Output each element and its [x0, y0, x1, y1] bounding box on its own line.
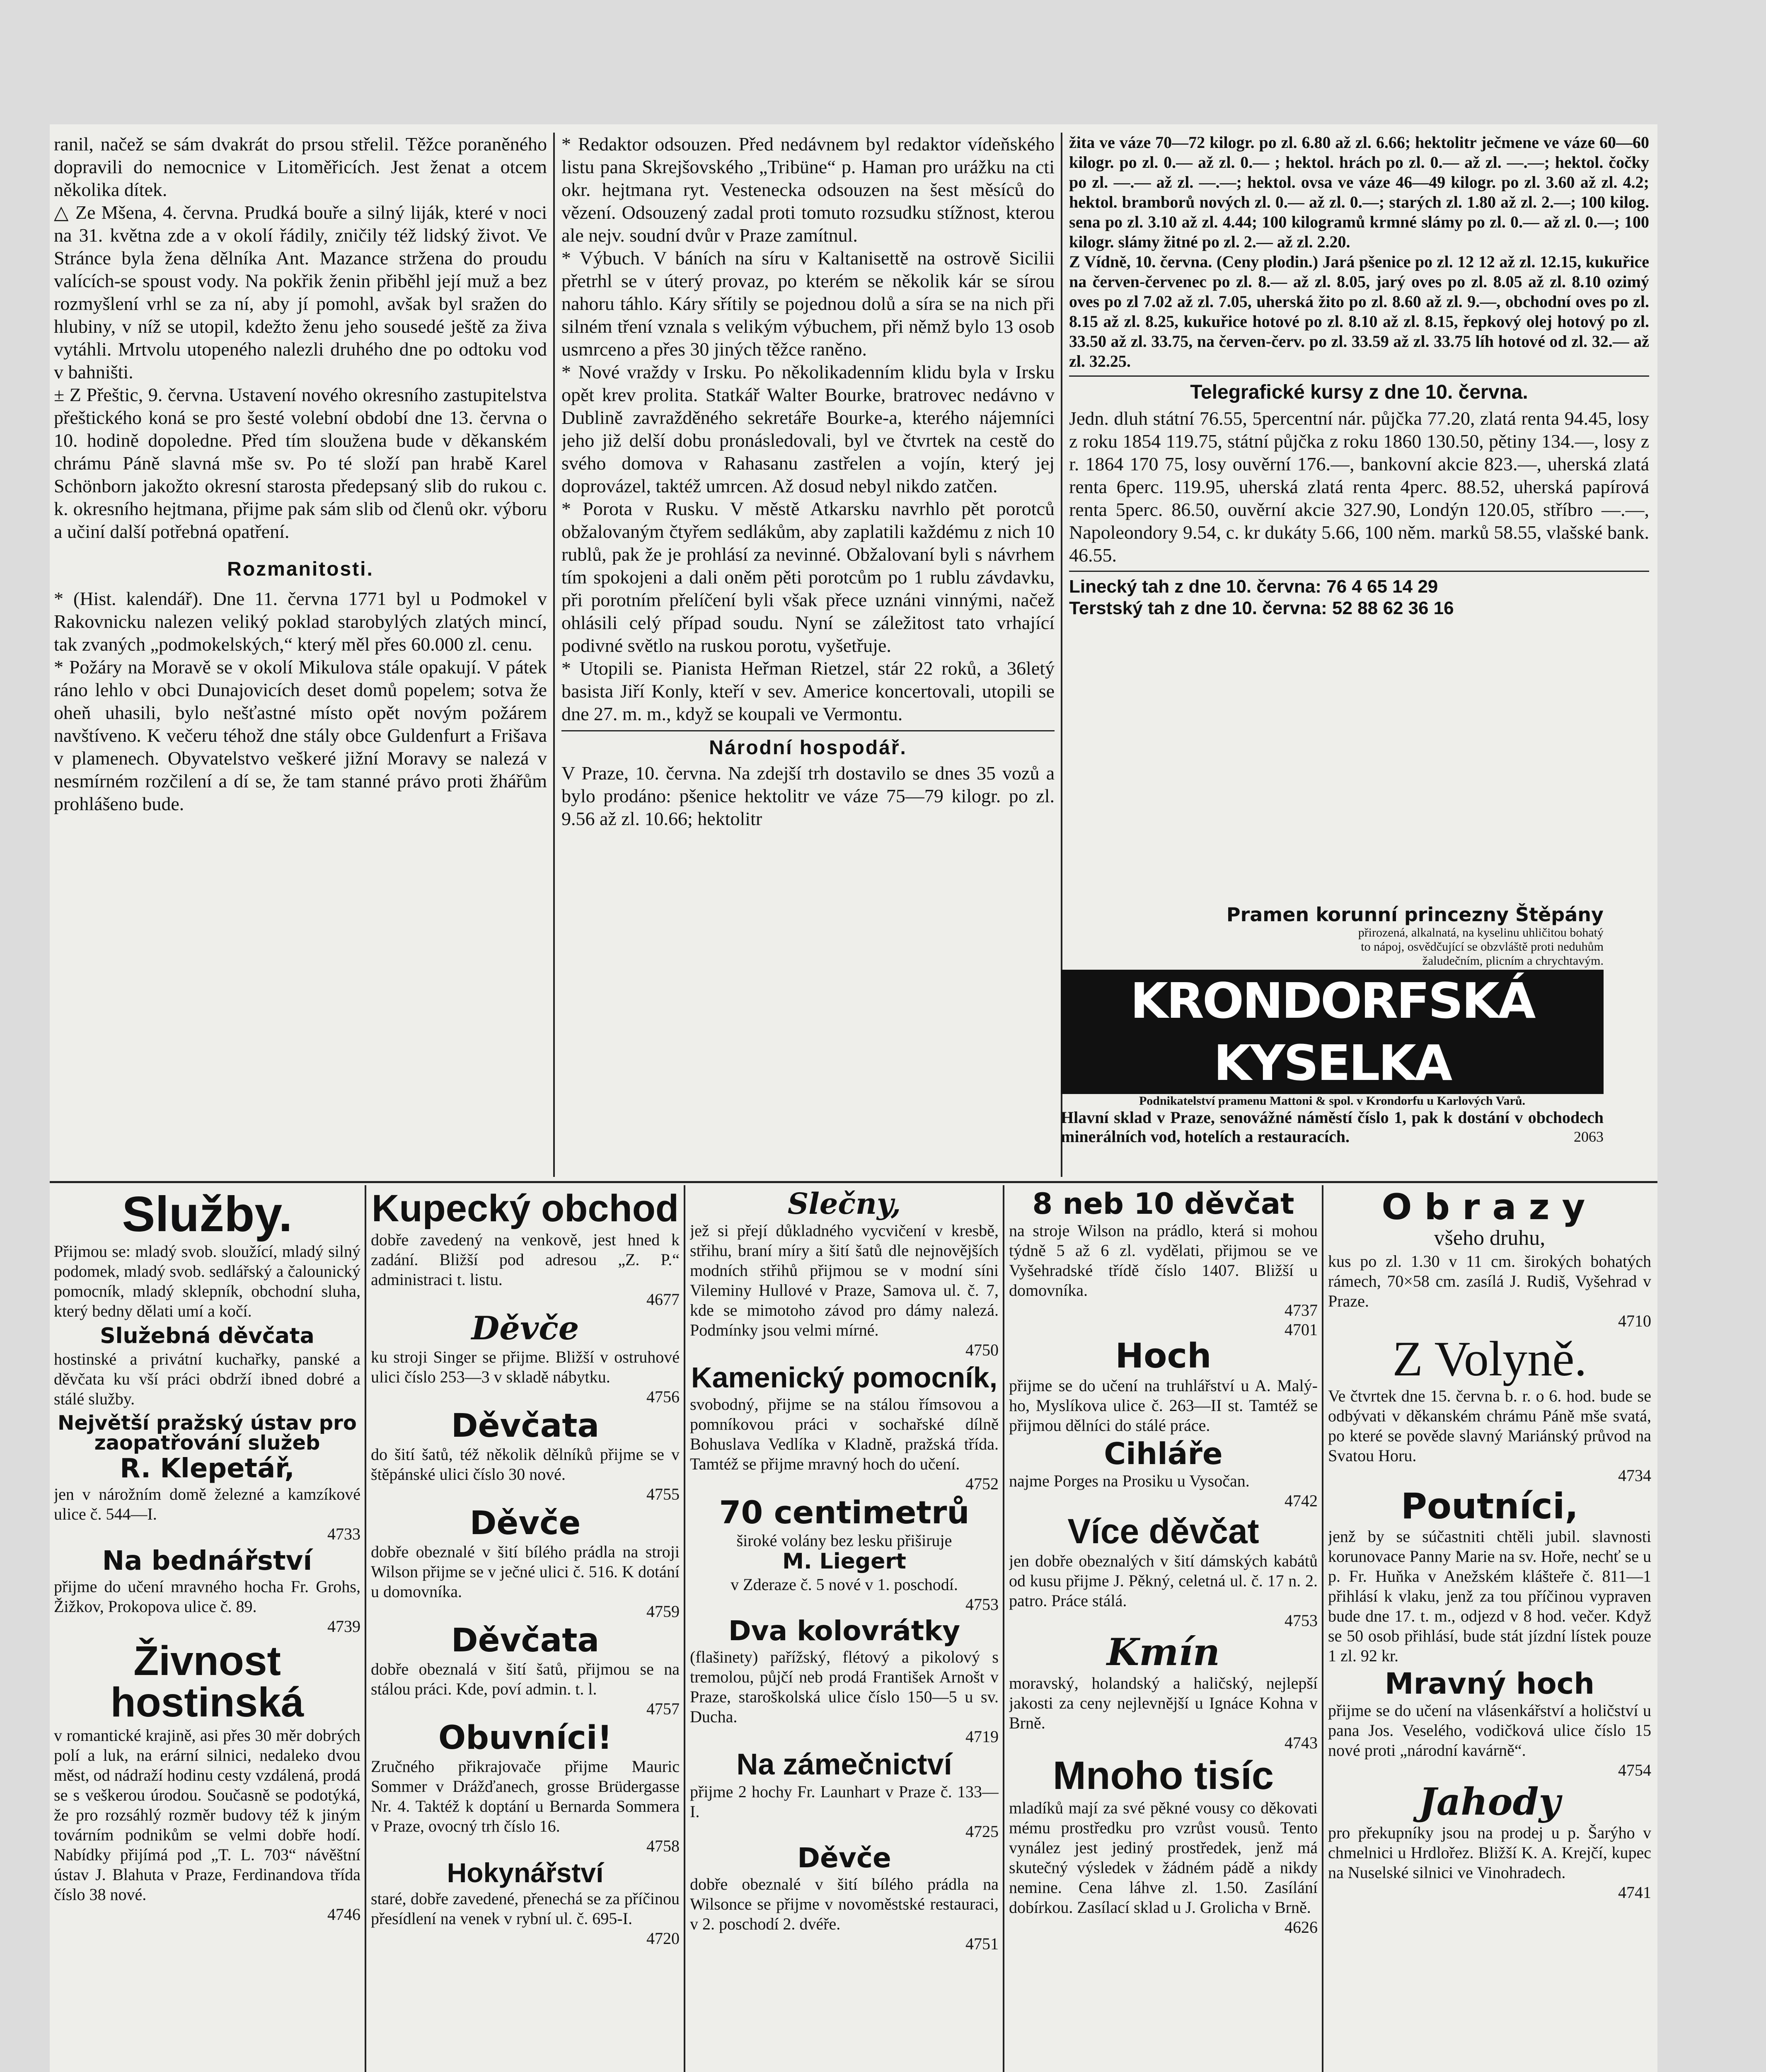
- ad-devcata-title: Děvčata: [451, 1407, 600, 1445]
- ad-obuvnici-number: 4758: [646, 1837, 680, 1855]
- ad-sluzebna-title: Služebná děvčata: [100, 1324, 314, 1348]
- ad-zivnost-number: 4746: [327, 1905, 360, 1924]
- ad-volyne-title: Z Volyně.: [1392, 1331, 1587, 1386]
- article-redaktor: * Redaktor odsouzen. Před nedávnem byl redaktor vídeňského listu pana Skrejšovského „Tribüne“ p. Haman pro urážku na cti okr. hejtmana ryt. Vestenecka odsouzen na šest měsíců do vězení. Odsouzený zadal proti tomuto rozsudku stížnost, kterou ale nejv. soudní dvůr v Praze zamítnul.: [561, 133, 1055, 246]
- ad-bednarstvi-number: 4739: [327, 1617, 360, 1636]
- ad-devcata2-title: Děvčata: [451, 1622, 600, 1659]
- column-3: [1069, 133, 1649, 1024]
- ad-obrazy-body: kus po zl. 1.30 v 11 cm. širokých bohatých rámech, 70×58 cm. zasílá J. Rudiš, Vyšehrad v Praze.: [1328, 1252, 1651, 1310]
- ad-jahody-title: Jahody: [1419, 1780, 1560, 1824]
- article-hist-kalendar: * (Hist. kalendář). Dne 11. června 1771 byl u Podmokel v Rakovnicku nalezen veliký poklad starobylých zlatých mincí, tak zvaných „podmokelských,“ který měl přes 60.000 zl. cenu.: [54, 588, 547, 655]
- ad-column-rule: [365, 1185, 366, 2072]
- ad-8neb10-number: 4737: [1285, 1301, 1318, 1319]
- kyselka-heading: Pramen korunní princezny Štěpány: [1226, 903, 1604, 926]
- kyselka-description: přirozená, alkalnatá, na kyselinu uhličitou bohatý to nápoj, osvědčující se obzvláště proti neduhům žaludečním, plicním a chrychtavým.: [1358, 926, 1604, 968]
- ad-column-c: [690, 1189, 999, 2072]
- ad-slecny-title: Slečny,: [787, 1189, 901, 1221]
- article-irsko: * Nové vraždy v Irsku. Po několikadenním klidu byla v Irsku opět krev prolita. Statkář Walter Bourke, bratrovec nedávno v Dublině zavražděného sekretáře Bourke-a, kterého nájemníci jeho již delší dobu pronásledovali, byl ve čtvrtek na cestě do svého domova v Rahasanu zastřelen a vojín, který jej doprovázel, taktéž umrcen. Až dosud nebyl nikdo zatčen.: [561, 361, 1055, 496]
- ad-klepetar-body: jen v nárožním domě železné a kamzíkové ulice č. 544—I.: [54, 1485, 360, 1523]
- newspaper-page: [50, 124, 1657, 2072]
- ad-kamenicky-number: 4752: [965, 1474, 999, 1493]
- ad-kolovratky-number: 4719: [965, 1727, 999, 1746]
- rule: [1069, 571, 1649, 572]
- ad-column-rule: [684, 1185, 685, 2072]
- lottery-trieste: Terstský tah z dne 10. června: 52 88 62 36 16: [1069, 598, 1454, 618]
- ad-mravny-hoch-number: 4754: [1618, 1761, 1651, 1779]
- ad-zamecnictvi-title: Na zámečnictví: [736, 1748, 952, 1781]
- kyselka-store: Hlavní sklad v Praze, senovážné náměstí číslo 1, pak k dostání v obchodech minerálních vod, hotelích a restauracích.: [1061, 1108, 1604, 1146]
- ad-zamecnictvi-number: 4725: [965, 1822, 999, 1841]
- section-rule: [50, 1181, 1657, 1183]
- ad-centimetru-body: široké volány bez lesku přiširuje: [736, 1531, 952, 1550]
- ad-zivnost-title: Živnost hostinská: [110, 1638, 304, 1726]
- column-rule: [553, 133, 555, 1177]
- ad-bednarstvi-title: Na bednářství: [102, 1546, 312, 1576]
- article-prestice: ± Z Přeštic, 9. června. Ustavení nového okresního zastupitelstva přeštického koná se pro šesté volební období dne 13. června o 10. hodině dopoledne. Před tím sloužena bude v děkanském chrámu Páně slavná mše sv. Po té složí pan hrabě Karel Schönborn jakožto okresní starosta předepsaný slib do rukou c. k. okresního hejtmana, přijme pak sám slib od členů okr. výboru a učiní další potřebná opatření.: [54, 384, 547, 542]
- ad-klepetar-number: 4733: [327, 1525, 360, 1543]
- kyselka-owner: Podnikatelství pramenu Mattoni & spol. v Krondorfu u Karlových Varů.: [1139, 1094, 1526, 1108]
- section-heading-kursy: Telegrafické kursy z dne 10. června.: [1190, 381, 1528, 403]
- kyselka-number: 2063: [1574, 1128, 1604, 1145]
- market-prices-viden: Z Vídně, 10. června. (Ceny plodin.) Jará pšenice po zl. 12 12 až zl. 12.15, kukuřice na červen-červenec po zl. 8.— až zl. 8.05, jarý oves po zl. 8.05 až zl. 8.10 ozimý oves po zl 7.02 až zl. 7.05, uherská žito po zl. 8.60 až zl. 9.—, obchodní oves po zl. 8.15 až zl. 8.25, kukuřice hotové po zl. 8.10 až zl. 8.15, řepkový olej hotový po zl. 33.50 až zl. 33.75, na červen-červ. po zl. 33.59 až zl. 33.75 líh hotové od zl. 32.— až zl. 32.25.: [1069, 252, 1649, 370]
- ad-obrazy-title: Obrazy: [1381, 1189, 1598, 1228]
- kyselka-brand: KRONDORFSKÁ KYSELKA: [1061, 970, 1604, 1094]
- ad-cihlare-body: najme Porges na Prosiku u Vysočan.: [1009, 1472, 1250, 1490]
- ad-hoch-body: přijme se do učení na truhlářství u A. Malý-ho, Myslíkova ulice č. 263—II st. Tamtéž se přijmou dělníci do stálé práce.: [1009, 1376, 1318, 1435]
- ad-kupecky-number: 4677: [646, 1290, 680, 1309]
- ad-hokynarstvi-number: 4720: [646, 1929, 680, 1948]
- section-heading-rozmanitosti: Rozmanitosti.: [227, 558, 374, 580]
- ad-hoch-number-top: 4701: [1285, 1320, 1318, 1339]
- ad-krondorfska-kyselka: [1061, 903, 1604, 1146]
- ad-mravny-hoch-body: přijme se do učení na vlásenkářství a holičství u pana Jos. Veselého, vodičková ulice číslo 15 nové proti „národní kavárně“.: [1328, 1701, 1651, 1760]
- ad-centimetru-title: 70 centimetrů: [719, 1494, 970, 1531]
- ad-ustav-title: Největší pražský ústav pro zaopatřování služeb: [58, 1411, 357, 1455]
- ad-devce-title: Děvče: [471, 1310, 579, 1347]
- article-trh-praha: V Praze, 10. června. Na zdejší trh dostavilo se dnes 35 vozů a bylo prodáno: pšenice hektolitr ve váze 75—79 kilogr. po zl. 9.56 až zl. 10.66; hektolitr: [561, 762, 1055, 829]
- ad-obuvnici-title: Obuvníci!: [438, 1719, 612, 1757]
- ad-obrazy-sub: všeho druhu,: [1434, 1226, 1546, 1250]
- ad-kupecky-title: Kupecký obchod: [371, 1189, 679, 1230]
- column-2: [561, 133, 1055, 1177]
- ad-kmin-title: Kmín: [1106, 1630, 1220, 1674]
- ad-kolovratky-body: (flašinety) pařížský, flétový a pikolový s tremolou, půjčí neb prodá František Arnošt v Praze, staroškolská ulice číslo 150—5 u sv. Ducha.: [690, 1648, 999, 1726]
- ad-vice-devcat-number: 4753: [1285, 1611, 1318, 1630]
- ad-zivnost-body: v romantické krajině, asi přes 30 měr dobrých polí a luk, na erární silnici, nedaleko dvou měst, od nádraží hodinu cesty vzdálená, prodá se s veškerou úrodou. Současně se podotýká, že pro rozsáhlý rozměr budovy též k jiným továrním podnikům se velmi dobře hodí. Nabídky přijímá pod „T. L. 703“ návěštní ústav J. Blahuta v Praze, Ferdinandova třída číslo 38 nové.: [54, 1726, 360, 1904]
- ad-vice-devcat-title: Více děvčat: [1067, 1512, 1259, 1551]
- ad-kamenicky-body: svobodný, přijme se na stálou římsovou a pomníkovou práci v sochařské dílně Bohuslava Vedlíka v Kladně, pražská třída. Tamtéž se přijme mravný hoch do učení.: [690, 1395, 999, 1473]
- ad-obuvnici-body: Zručného přikrajovače přijme Mauric Sommer v Drážďanech, grosse Brüdergasse Nr. 4. Taktéž k doptání u Bernarda Sommera v Praze, ovocný trh číslo 16.: [371, 1757, 680, 1835]
- ad-hokynarstvi-body: staré, dobře zavedené, přenechá se za příčinou přesídlení na venek v rybní ul. č. 695-I.: [371, 1889, 680, 1928]
- ad-zamecnictvi-body: přijme 2 hochy Fr. Launhart v Praze č. 133—I.: [690, 1782, 999, 1821]
- column-1: [54, 133, 547, 1169]
- ad-liegert-address: v Zderaze č. 5 nové v 1. poschodí.: [731, 1575, 958, 1594]
- ad-mravny-hoch-title: Mravný hoch: [1384, 1667, 1595, 1701]
- ad-mnoho-tisic-title: Mnoho tisíc: [1052, 1753, 1274, 1798]
- ad-devcata2-body: dobře obeznalá v šití šatů, přijmou se na stálou práci. Kde, poví admin. t. l.: [371, 1660, 680, 1698]
- ad-mnoho-tisic-number: 4626: [1285, 1918, 1318, 1936]
- ad-centimetru-number: 4753: [965, 1595, 999, 1614]
- article-msena: △ Ze Mšena, 4. června. Prudká bouře a silný liják, které v noci na 31. května zde a v okolí řádily, zničily též lidský život. Ve Stránce byla žena dělníka Ant. Mazance stržena do proudu valících-se spoust vody. Na pokřik ženin přiběhl její muž a bez rozmyšlení vrhl se za ní, aby jí pomohl, avšak byl sražen do hlubiny, v níž se utopil, kdežto ženu jeho sousedé ještě za živa vytáhli. Mrtvolu utopeného nalezli druhého dne po odtoku vod v bahništi.: [54, 202, 547, 382]
- ad-cihlare-title: Cihláře: [1104, 1436, 1223, 1471]
- ad-slecny-number: 4750: [965, 1341, 999, 1359]
- ad-kolovratky-title: Dva kolovrátky: [728, 1615, 960, 1647]
- ad-jahody-body: pro překupníky jsou na prodej u p. Šarýho v chmelnici u Hrdlořez. Bližší K. A. Krejčí, kupec na Nuselské silnici ve Vinohradech.: [1328, 1823, 1651, 1882]
- ad-devce3-title: Děvče: [797, 1842, 891, 1874]
- rule: [1069, 375, 1649, 377]
- ad-sluzby-body: Přijmou se: mladý svob. sloužící, mladý silný podomek, mladý svob. sedlářský a čalounický pomocník, mladý sklepník, obchodní sluha, který bedny dělati umí a kočí.: [54, 1242, 360, 1320]
- ad-devce3-number: 4751: [965, 1934, 999, 1953]
- article-litomerice: ranil, načež se sám dvakrát do prsou střelil. Těžce poraněného dopravili do nemocnice v Litoměřicích. Jest ženat a otcem několika dítek.: [54, 133, 547, 200]
- ad-devce2-title: Děvče: [469, 1505, 581, 1542]
- ad-column-d: [1009, 1189, 1318, 2072]
- ad-sluzby-title: Služby.: [122, 1189, 293, 1242]
- section-heading-hospodar: Národní hospodář.: [709, 737, 907, 759]
- ad-liegert-name: M. Liegert: [782, 1549, 906, 1574]
- ad-volyne-number: 4734: [1618, 1466, 1651, 1485]
- ad-column-e: [1328, 1189, 1651, 2072]
- article-porota: * Porota v Rusku. V městě Atkarsku navrhlo pět porotců obžalovaným čtyřem sedlákům, aby zaplatili každému z nich 10 rublů, pak že je prohlásí za nevinné. Obžalovaní byli s návrhem tím spokojeni a dali oněm pěti porotcům po 1 rublu závdavku, při porotním přelíčení byli však přece uznáni vinnými, načež ohlásili celý případ soudu. Nyní se záležitost tato vrhající podivné světlo na ruskou porotu, vyšetřuje.: [561, 498, 1055, 656]
- ad-devcata-number: 4755: [646, 1485, 680, 1503]
- ad-cihlare-number: 4742: [1285, 1491, 1318, 1510]
- ad-obrazy-number: 4710: [1618, 1312, 1651, 1330]
- ad-devce-number: 4756: [646, 1387, 680, 1406]
- ad-kupecky-body: dobře zavedený na venkově, jest hned k zadání. Bližší pod adresou „Z. P.“ administraci t. listu.: [371, 1230, 680, 1289]
- ad-column-rule: [1003, 1185, 1004, 2072]
- ad-mnoho-tisic-body: mladíků mají za své pěkné vousy co děkovati mému prostředku pro vzrůst vousů. Tento vynález jest jediný prostředek, jenž má skutečný výsledek v žádném pádě a nikdy nemine. Cena láhve zl. 1.50. Zasílání dobírkou. Zasílací sklad u J. Grolicha v Brně.: [1009, 1798, 1318, 1917]
- ad-bednarstvi-body: přijme do učení mravného hocha Fr. Grohs, Žižkov, Prokopova ulice č. 89.: [54, 1577, 360, 1616]
- article-vybuch: * Výbuch. V báních na síru v Kaltanisettě na ostrově Sicilii přetrhl se v úterý provaz, po kterém se několik kár se sírou nahoru táhlo. Káry sřítily se pojednou dolů a síra se na nich při silném tření vznala s velikým výbuchem, při němž bylo 13 osob usmrceno a přes 30 jiných těžce raněno.: [561, 247, 1055, 360]
- ad-jahody-number: 4741: [1618, 1883, 1651, 1902]
- ad-kmin-body: moravský, holandský a haličský, nejlepší jakosti za ceny nejlevnější u Ignáce Kohna v Brně.: [1009, 1674, 1318, 1732]
- article-pozary: * Požáry na Moravě se v okolí Mikulova stále opakují. V pátek ráno lehlo v obci Dunajovicích deset domů popelem; sotva že oheň uhasili, bylo nešťastné místo opět novým požárem navštíveno. K večeru téhož dne stály obce Guldenfurt a Frišava v plamenech. Obyvatelstvo veškeré jižní Moravy se nalezá v nesmírném rozčilení a dí se, že tam stanné právo proti žhářům prohlášeno bude.: [54, 656, 547, 814]
- ad-devce-body: ku stroji Singer se přijme. Bližší v ostruhové ulici číslo 253—3 v skladě nábytku.: [371, 1348, 680, 1386]
- ad-kmin-number: 4743: [1285, 1733, 1318, 1752]
- ad-poutnici-body: jenž by se súčastniti chtěli jubil. slavnosti korunovace Panny Marie na sv. Hoře, nechť se u p. Fr. Huňka v Anežském klášteře č. 811—1 přihlásí k vlaku, jenž za tou příčinou vypraven bude dne 17. t. m., odjezd v 8 hod. večer. Když se 50 osob přihlásí, bude stát jízdní lístek pouze 1 zl. 92 kr.: [1328, 1527, 1651, 1665]
- ad-sluzebna-body: hostinské a privátní kuchařky, panské a děvčata ku vší práci obdrží ibned dobré a stálé služby.: [54, 1350, 360, 1408]
- market-prices-praha: žita ve váze 70—72 kilogr. po zl. 6.80 až zl. 6.66; hektolitr ječmene ve váze 60—60 kilogr. po zl. 0.— až zl. 0.— ; hektol. hrách po zl. 0.— až zl. —.—; hektol. čočky po zl. —.— až zl. —.—; hektol. ovsa ve váze 46—49 kilogr. po zl. 3.60 až zl. 4.2; hektol. bramborů nových zl. 0.— až zl. 0.—; starých zl. 1.80 až zl. 2.—; 100 kilog. sena po zl. 3.10 až zl. 4.44; 100 kilogramů krmné slámy po zl. 0.— až zl. 0.—; 100 kilogr. slámy žitné po zl. 2.— až zl. 2.20.: [1069, 133, 1649, 251]
- ad-column-rule: [1322, 1185, 1323, 2072]
- article-utopili: * Utopili se. Pianista Heřman Rietzel, stár 22 roků, a 36letý basista Jiří Konly, kteří v sev. Americe koncertovali, utopili se dne 27. m. m., když se koupali ve Vermontu.: [561, 658, 1055, 724]
- ad-volyne-body: Ve čtvrtek dne 15. června b. r. o 6. hod. bude se odbývati v děkanském chrámu Páně mše svatá, po které se pověde slavný Mariánský průvod na Svatou Horu.: [1328, 1387, 1651, 1465]
- lottery-linz: Linecký tah z dne 10. června: 76 4 65 14 29: [1069, 576, 1438, 597]
- ad-slecny-body: jež si přejí důkladného vycvičení v kresbě, střihu, braní míry a šití šatů dle nejnovějších modních střihů přijmou se v modní síni Vileminy Hullové v Praze, Samova ul. č. 7, kde se mimotoho závod pro dámy nalezá. Podmínky jsou velmi mírné.: [690, 1221, 999, 1339]
- ad-vice-devcat-body: jen dobře obeznalých v šití dámských kabátů od kusu přijme J. Pěkný, celetná ul. č. 17 n. 2. patro. Práce stálá.: [1009, 1552, 1318, 1610]
- ad-devce2-body: dobře obeznalé v šití bílého prádla na stroji Wilson přijme se v ječné ulici č. 516. K dotání u domovníka.: [371, 1542, 680, 1601]
- ad-8neb10-title: 8 neb 10 děvčat: [1032, 1189, 1294, 1221]
- ad-poutnici-title: Poutníci,: [1401, 1486, 1579, 1527]
- ad-klepetar-name: R. Klepetář,: [120, 1453, 295, 1484]
- ad-column-b: [371, 1189, 680, 2072]
- exchange-rates: Jedn. dluh státní 76.55, 5percentní nár. půjčka 77.20, zlatá renta 94.45, losy z roku 1854 119.75, státní půjčka z roku 1860 130.50, pětiny 134.—, losy z r. 1864 170 75, losy ouvěrní 176.—, bankovní akcie 823.—, uherská zlatá renta 6perc. 119.95, uherská zlatá renta 4perc. 88.52, uherská papírová renta 5perc. 86.50, ouvěrní akcie 327.90, Londýn 120.05, stříbro —.—, Napoleondory 9.54, c. kr dukáty 5.66, 100 něm. marků 58.55, vlašské bank. 46.55.: [1069, 408, 1649, 566]
- ad-hokynarstvi-title: Hokynářství: [447, 1857, 604, 1888]
- ad-devcata2-number: 4757: [646, 1699, 680, 1718]
- ad-8neb10-body: na stroje Wilson na prádlo, která si mohou týdně 5 až 6 zl. vydělati, přijmou se ve Vyšehradské třídě číslo 1407. Bližší u domovníka.: [1009, 1221, 1318, 1300]
- ad-devce3-body: dobře obeznalé v šití bílého prádla na Wilsonce se přijme v novoměstské restauraci, v 2. poschodí 2. dvéře.: [690, 1875, 999, 1933]
- ad-column-a: [54, 1189, 360, 2072]
- ad-kamenicky-title: Kamenický pomocník,: [691, 1361, 998, 1394]
- rule: [561, 730, 1055, 731]
- ad-devce2-number: 4759: [646, 1602, 680, 1621]
- ad-hoch-title: Hoch: [1115, 1336, 1212, 1376]
- ad-devcata-body: do šití šatů, též několik dělníků přijme se v štěpánské ulici číslo 30 nové.: [371, 1445, 680, 1484]
